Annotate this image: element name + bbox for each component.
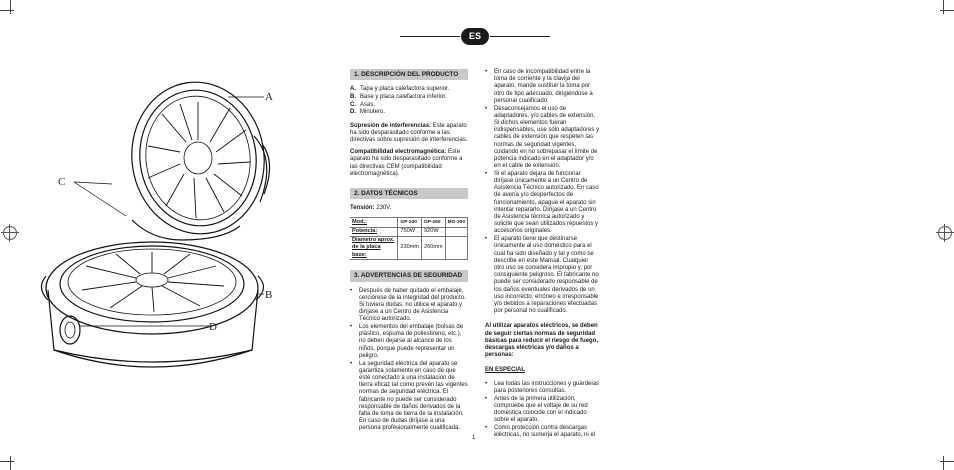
list-item: • Lea todas las instrucciones y guárdelas para posteriores consultas.	[485, 381, 600, 395]
section-heading: 3. ADVERTENCIAS DE SEGURIDAD	[350, 270, 468, 281]
list-item: B. Base y placa calefactora inferior.	[350, 93, 447, 100]
safety-list-continued	[485, 69, 600, 315]
table-row: Potencia: 750W 920W	[350, 227, 468, 236]
list-item: • Después de haber quitado el embalaje, cerciórese de la integridad del producto. Si tuviera dudas, no utilice el aparato y diríjase a un Centro de Asistencia Técnico autorizado.	[350, 288, 468, 324]
registration-mark	[938, 226, 952, 240]
list-item: • Antes de la primera utilización, compruebe que el voltaje de su red doméstica coincide con el indicado sobre el aparato.	[485, 396, 600, 425]
section-heading: 1. DESCRIPCIÓN DEL PRODUCTO	[350, 69, 468, 80]
voltage-line: Tensión: 230V.	[350, 205, 392, 212]
special-list	[485, 381, 600, 440]
crop-mark	[0, 10, 14, 11]
crop-mark	[10, 0, 11, 14]
crop-mark	[943, 0, 944, 14]
list-item: • Si el aparato dejara de funcionar diríjase únicamente a un Centro de Asistencia Técnico autorizado. En caso de avería y/o desperfectos de funcionamiento, apague el aparato sin intentar repararlo. Diríjase a un Centro de Asistencia técnica autorizado y solicite que sean utilizados repuestos y accesorios originales.	[485, 171, 600, 236]
lower-plate	[41, 242, 263, 367]
section-heading: 2. DATOS TÉCNICOS	[350, 188, 468, 199]
spec-table	[350, 217, 468, 260]
language-badge: ES	[461, 28, 489, 45]
list-item: D. Minutero.	[350, 109, 386, 116]
list-item: • El aparato tiene que destinarse únicamente al uso doméstico para el cual ha sido diseñado y tal y como se describe en este Manual. Cualquier otro uso se considera impropio y, por consiguiente peligroso. El fabricante no puede ser considerado responsable de los daños eventuales derivados de un uso incorrecto, erróneo e irresponsable y/o debidos a reparaciones efectuadas por personal no cualificado.	[485, 236, 600, 315]
parts-list	[350, 86, 468, 116]
upper-lid	[122, 74, 274, 243]
page-number: 1	[472, 435, 476, 441]
table-row: Diametro aprox. de la placa base: 230mm 260mm	[350, 236, 468, 260]
callout-c: C	[58, 176, 66, 188]
emc-paragraph: Compatibilidad electromagnética: Este aparato ha sido desparasitado conforme a las directivas CEM (compatibilidad electromagnética).	[350, 149, 463, 177]
text-column-1	[350, 69, 468, 433]
header-rule	[490, 36, 550, 37]
crop-mark	[10, 456, 11, 470]
special-heading: EN ESPECIAL	[485, 367, 526, 374]
list-item: C. Asas.	[350, 101, 376, 108]
callout-b: B	[265, 289, 273, 301]
crop-mark	[943, 456, 944, 470]
safety-list	[350, 288, 468, 433]
crop-mark	[0, 461, 14, 462]
list-item: • La seguridad eléctrica del aparato se garantiza solamente en caso de que esté conectado a una instalación de tierra eficaz tal como prevén las vigentes normas de seguridad eléctrica. El fabricante no puede ser considerado responsable de daños derivados de la falta de toma de tierra de la instalación. En caso de dudas diríjase a una persona profesionalmente cualificada.	[350, 361, 468, 433]
list-item: • Los elementos del embalaje (bolsas de plástico, espuma de poliestireno, etc.), no deben dejarse al alcance de los niños, porque puede representar un peligro.	[350, 324, 468, 360]
list-item: • Como protección contra descargas eléctricas, no sumerja el aparato, ni el	[485, 425, 600, 439]
text-column-2	[485, 69, 600, 440]
list-item: • En caso de incompatibilidad entre la toma de corriente y la clavija del aparato, mande sustituir la toma por otro de tipo adecuado, dirigiéndose a personal cualificado.	[485, 69, 600, 105]
table-row: Mod.: GP-240 GP-260 MG-300	[350, 218, 468, 227]
interference-paragraph: Supresión de interferencias: Este aparato ha sido desparasitado conforme a las directivas sobre supresión de interferencias.	[350, 122, 468, 143]
callout-a: A	[265, 91, 273, 103]
callout-d: D	[209, 321, 217, 333]
header-rule	[400, 36, 460, 37]
registration-mark	[3, 226, 17, 240]
list-item: • Desaconsejamos el uso de adaptadores, y/o cables de extensión. Si dichos elementos fueran indispensables, use sólo adaptadores y cables de extensión que respeten las normas de seguridad vigentes, cuidando en no sobrepasar el límite de potencia indicado en el adaptador y/o en el cable de extensión.	[485, 106, 600, 171]
grill-illustration	[40, 70, 300, 380]
basic-safety-warning: Al utilizar aparatos eléctricos, se deben de seguir ciertas normas de seguridad básicas para reducir el riesgo de fuego, descargas eléctricas y/o daños a personas:	[485, 323, 599, 359]
list-item: A. Tapa y placa calefactora superior.	[350, 86, 450, 93]
